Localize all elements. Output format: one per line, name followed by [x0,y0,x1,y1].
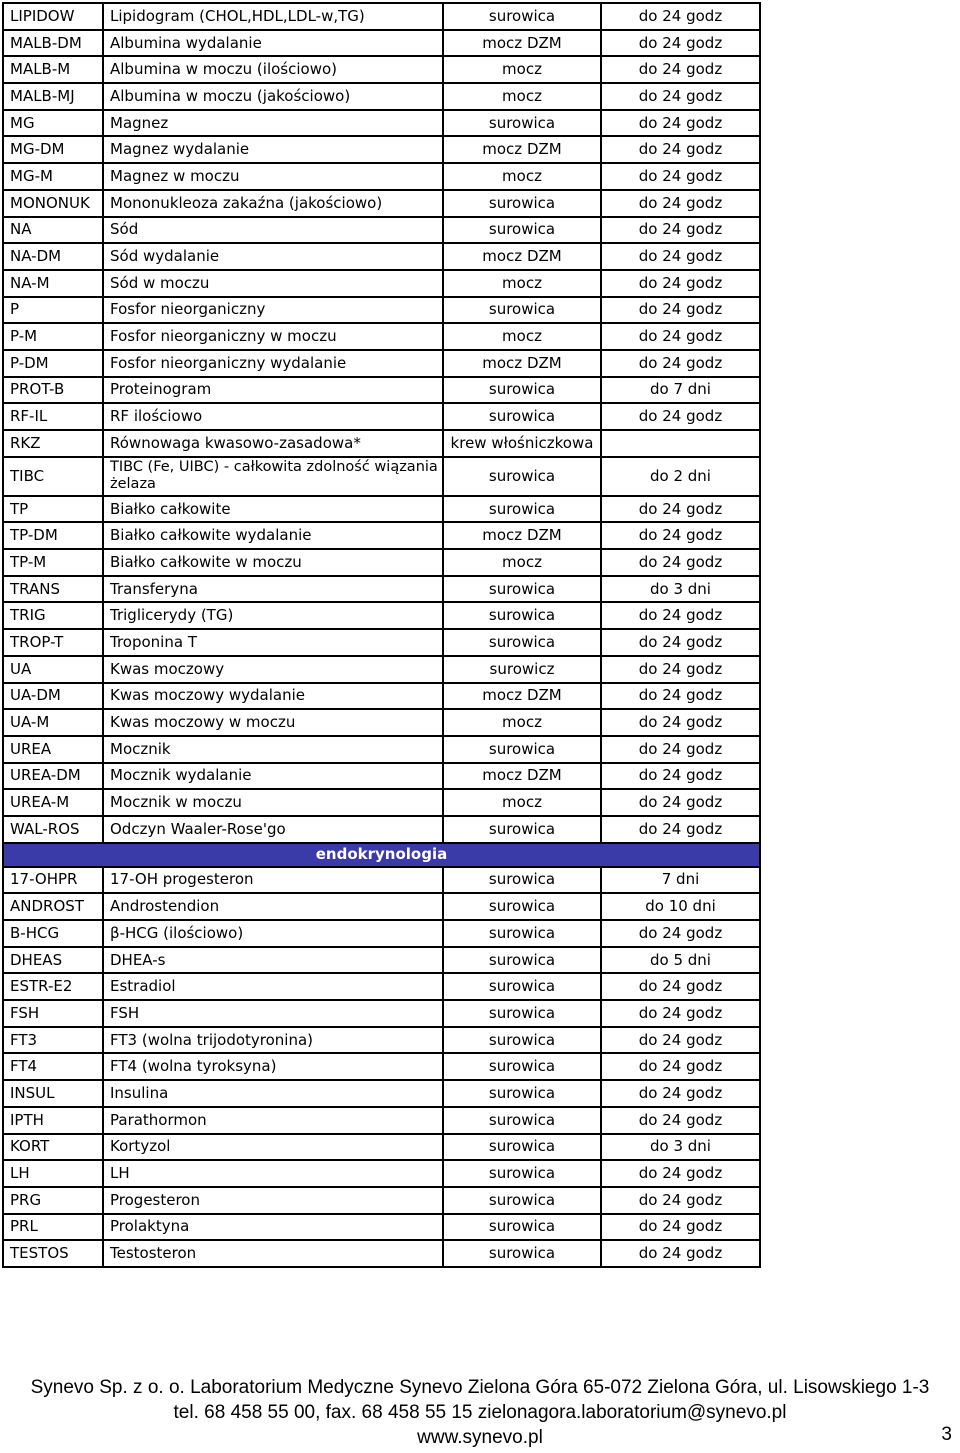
table-row [3,1080,760,1107]
table-row [3,947,760,974]
test-code-cell: UA-DM [3,683,103,710]
specimen-cell: surowica [443,110,601,137]
table-row [3,549,760,576]
table-row [3,136,760,163]
turnaround-time-cell: do 24 godz [601,270,760,297]
specimen-cell: surowica [443,1027,601,1054]
turnaround-time-cell: do 24 godz [601,602,760,629]
section-header-row [3,843,760,867]
specimen-cell: surowica [443,377,601,404]
turnaround-time-cell: do 24 godz [601,1000,760,1027]
section-title: endokrynologia [3,843,760,867]
specimen-cell: mocz [443,549,601,576]
table-row [3,867,760,894]
table-row [3,243,760,270]
test-name-cell: Fosfor nieorganiczny [103,297,443,324]
specimen-cell: mocz [443,789,601,816]
turnaround-time-cell: do 24 godz [601,350,760,377]
table-row [3,1000,760,1027]
table-row [3,683,760,710]
turnaround-time-cell: do 24 godz [601,83,760,110]
test-name-cell: Albumina wydalanie [103,30,443,57]
turnaround-time-cell: do 3 dni [601,1134,760,1161]
turnaround-time-cell: do 24 godz [601,709,760,736]
test-name-cell: Androstendion [103,893,443,920]
test-code-cell: TRIG [3,602,103,629]
test-code-cell: PROT-B [3,377,103,404]
turnaround-time-cell: do 24 godz [601,30,760,57]
test-code-cell: FT4 [3,1053,103,1080]
test-code-cell: TIBC [3,457,103,496]
specimen-cell: mocz DZM [443,136,601,163]
table-row [3,496,760,523]
table-row [3,816,760,843]
table-row [3,163,760,190]
test-code-cell: MALB-M [3,56,103,83]
turnaround-time-cell: do 24 godz [601,522,760,549]
test-name-cell: Insulina [103,1080,443,1107]
table-row [3,30,760,57]
turnaround-time-cell [601,430,760,457]
table-row [3,1160,760,1187]
table-row [3,1214,760,1241]
table-row [3,457,760,496]
specimen-cell: surowica [443,867,601,894]
turnaround-time-cell: do 5 dni [601,947,760,974]
turnaround-time-cell: do 24 godz [601,163,760,190]
test-name-cell: Proteinogram [103,377,443,404]
test-code-cell: TESTOS [3,1240,103,1267]
turnaround-time-cell: do 24 godz [601,1160,760,1187]
turnaround-time-cell: do 24 godz [601,110,760,137]
test-name-cell: LH [103,1160,443,1187]
table-row [3,297,760,324]
footer-address: Synevo Sp. z o. o. Laboratorium Medyczne Synevo Zielona Góra 65-072 Zielona Góra, ul. Lisowskiego 1-3 [30,1377,930,1398]
test-code-cell: MG [3,110,103,137]
specimen-cell: surowica [443,1053,601,1080]
test-code-cell: MG-DM [3,136,103,163]
specimen-cell: surowica [443,973,601,1000]
test-code-cell: NA-M [3,270,103,297]
specimen-cell: surowica [443,3,601,30]
table-row [3,323,760,350]
specimen-cell: surowica [443,217,601,244]
specimen-cell: krew włośniczkowa [443,430,601,457]
test-code-cell: P-DM [3,350,103,377]
test-code-cell: TROP-T [3,629,103,656]
turnaround-time-cell: 7 dni [601,867,760,894]
page-number: 3 [941,1424,952,1445]
specimen-cell: mocz [443,56,601,83]
specimen-cell: mocz DZM [443,683,601,710]
test-name-cell: Magnez wydalanie [103,136,443,163]
test-code-cell: MONONUK [3,190,103,217]
table-row [3,377,760,404]
test-name-cell: Mocznik w moczu [103,789,443,816]
test-name-cell: Parathormon [103,1107,443,1134]
specimen-cell: surowica [443,403,601,430]
test-name-cell: FT4 (wolna tyroksyna) [103,1053,443,1080]
turnaround-time-cell: do 10 dni [601,893,760,920]
specimen-cell: surowica [443,457,601,496]
turnaround-time-cell: do 24 godz [601,217,760,244]
specimen-cell: surowica [443,629,601,656]
table-row [3,3,760,30]
specimen-cell: surowica [443,297,601,324]
test-name-cell: Progesteron [103,1187,443,1214]
turnaround-time-cell: do 24 godz [601,549,760,576]
turnaround-time-cell: do 24 godz [601,403,760,430]
turnaround-time-cell: do 24 godz [601,3,760,30]
test-name-cell: Troponina T [103,629,443,656]
test-code-cell: MALB-DM [3,30,103,57]
table-row [3,763,760,790]
specimen-cell: surowica [443,1160,601,1187]
specimen-cell: surowica [443,893,601,920]
table-row [3,350,760,377]
footer-website: www.synevo.pl [417,1427,543,1448]
test-name-cell: Sód wydalanie [103,243,443,270]
test-name-cell: Magnez [103,110,443,137]
turnaround-time-cell: do 24 godz [601,629,760,656]
specimen-cell: mocz [443,709,601,736]
table-row [3,56,760,83]
test-code-cell: NA-DM [3,243,103,270]
turnaround-time-cell: do 24 godz [601,683,760,710]
test-name-cell: DHEA-s [103,947,443,974]
test-code-cell: P [3,297,103,324]
specimen-cell: surowica [443,1080,601,1107]
test-code-cell: KORT [3,1134,103,1161]
test-name-cell: Albumina w moczu (jakościowo) [103,83,443,110]
test-name-cell: Lipidogram (CHOL,HDL,LDL-w,TG) [103,3,443,30]
table-row [3,1053,760,1080]
test-code-cell: TP-DM [3,522,103,549]
test-code-cell: TRANS [3,576,103,603]
specimen-cell: mocz [443,163,601,190]
test-code-cell: LH [3,1160,103,1187]
specimen-cell: mocz DZM [443,763,601,790]
table-row [3,709,760,736]
turnaround-time-cell: do 7 dni [601,377,760,404]
test-name-cell: FSH [103,1000,443,1027]
test-name-cell: β-HCG (ilościowo) [103,920,443,947]
test-code-cell: UA [3,656,103,683]
test-name-cell: Odczyn Waaler-Rose'go [103,816,443,843]
test-name-cell: Fosfor nieorganiczny wydalanie [103,350,443,377]
specimen-cell: mocz DZM [443,30,601,57]
turnaround-time-cell: do 24 godz [601,656,760,683]
test-name-cell: Białko całkowite wydalanie [103,522,443,549]
test-name-cell: Albumina w moczu (ilościowo) [103,56,443,83]
specimen-cell: mocz DZM [443,350,601,377]
table-row [3,430,760,457]
table-row [3,110,760,137]
footer-contact: tel. 68 458 55 00, fax. 68 458 55 15 zielonagora.laboratorium@synevo.pl [173,1402,787,1423]
test-name-cell: Kwas moczowy w moczu [103,709,443,736]
test-name-cell: Mononukleoza zakaźna (jakościowo) [103,190,443,217]
test-code-cell: PRG [3,1187,103,1214]
turnaround-time-cell: do 24 godz [601,323,760,350]
test-code-cell: UREA [3,736,103,763]
specimen-cell: surowica [443,1214,601,1241]
specimen-cell: surowica [443,602,601,629]
specimen-cell: surowica [443,1187,601,1214]
table-row [3,893,760,920]
turnaround-time-cell: do 3 dni [601,576,760,603]
table-row [3,403,760,430]
specimen-cell: surowica [443,947,601,974]
specimen-cell: surowica [443,1107,601,1134]
specimen-cell: surowica [443,816,601,843]
specimen-cell: surowica [443,736,601,763]
turnaround-time-cell: do 24 godz [601,789,760,816]
turnaround-time-cell: do 24 godz [601,816,760,843]
specimen-cell: surowica [443,1000,601,1027]
test-name-cell: Mocznik wydalanie [103,763,443,790]
test-code-cell: ANDROST [3,893,103,920]
table-row [3,522,760,549]
test-code-cell: RKZ [3,430,103,457]
test-name-cell: TIBC (Fe, UIBC) - całkowita zdolność wiązania żelaza [103,457,443,496]
test-code-cell: UREA-DM [3,763,103,790]
table-row [3,656,760,683]
turnaround-time-cell: do 24 godz [601,1027,760,1054]
lab-tests-table [2,2,761,1268]
table-row [3,1107,760,1134]
test-code-cell: IPTH [3,1107,103,1134]
test-code-cell: B-HCG [3,920,103,947]
specimen-cell: mocz [443,270,601,297]
test-name-cell: Sód w moczu [103,270,443,297]
turnaround-time-cell: do 24 godz [601,1214,760,1241]
test-name-cell: Triglicerydy (TG) [103,602,443,629]
turnaround-time-cell: do 24 godz [601,1080,760,1107]
test-name-cell: Kwas moczowy wydalanie [103,683,443,710]
test-name-cell: Fosfor nieorganiczny w moczu [103,323,443,350]
test-name-cell: Równowaga kwasowo-zasadowa* [103,430,443,457]
turnaround-time-cell: do 24 godz [601,1107,760,1134]
turnaround-time-cell: do 24 godz [601,243,760,270]
table-row [3,736,760,763]
test-name-cell: Mocznik [103,736,443,763]
test-name-cell: Białko całkowite w moczu [103,549,443,576]
test-code-cell: P-M [3,323,103,350]
test-code-cell: TP-M [3,549,103,576]
test-code-cell: UA-M [3,709,103,736]
specimen-cell: surowicz [443,656,601,683]
test-code-cell: INSUL [3,1080,103,1107]
test-code-cell: NA [3,217,103,244]
turnaround-time-cell: do 24 godz [601,1053,760,1080]
table-row [3,973,760,1000]
table-row [3,1027,760,1054]
turnaround-time-cell: do 2 dni [601,457,760,496]
test-name-cell: Transferyna [103,576,443,603]
table-row [3,602,760,629]
specimen-cell: surowica [443,1240,601,1267]
specimen-cell: mocz DZM [443,243,601,270]
table-row [3,1134,760,1161]
table-row [3,1240,760,1267]
test-code-cell: RF-IL [3,403,103,430]
turnaround-time-cell: do 24 godz [601,136,760,163]
test-code-cell: MG-M [3,163,103,190]
table-row [3,1187,760,1214]
test-code-cell: ESTR-E2 [3,973,103,1000]
table-row [3,83,760,110]
table-row [3,789,760,816]
specimen-cell: mocz DZM [443,522,601,549]
test-name-cell: FT3 (wolna trijodotyronina) [103,1027,443,1054]
table-row [3,576,760,603]
specimen-cell: surowica [443,1134,601,1161]
test-name-cell: Kortyzol [103,1134,443,1161]
specimen-cell: surowica [443,496,601,523]
test-code-cell: LIPIDOW [3,3,103,30]
test-code-cell: 17-OHPR [3,867,103,894]
table-row [3,920,760,947]
turnaround-time-cell: do 24 godz [601,56,760,83]
turnaround-time-cell: do 24 godz [601,973,760,1000]
test-code-cell: FSH [3,1000,103,1027]
test-name-cell: Magnez w moczu [103,163,443,190]
specimen-cell: surowica [443,190,601,217]
test-code-cell: PRL [3,1214,103,1241]
test-name-cell: Sód [103,217,443,244]
table-row [3,190,760,217]
test-code-cell: UREA-M [3,789,103,816]
test-code-cell: WAL-ROS [3,816,103,843]
turnaround-time-cell: do 24 godz [601,190,760,217]
test-name-cell: Białko całkowite [103,496,443,523]
turnaround-time-cell: do 24 godz [601,297,760,324]
table-row [3,217,760,244]
specimen-cell: mocz [443,83,601,110]
test-code-cell: FT3 [3,1027,103,1054]
specimen-cell: surowica [443,920,601,947]
turnaround-time-cell: do 24 godz [601,736,760,763]
turnaround-time-cell: do 24 godz [601,920,760,947]
test-name-cell: Testosteron [103,1240,443,1267]
test-name-cell: Prolaktyna [103,1214,443,1241]
test-name-cell: Estradiol [103,973,443,1000]
test-code-cell: DHEAS [3,947,103,974]
test-name-cell: 17-OH progesteron [103,867,443,894]
turnaround-time-cell: do 24 godz [601,1240,760,1267]
specimen-cell: surowica [443,576,601,603]
turnaround-time-cell: do 24 godz [601,1187,760,1214]
test-code-cell: TP [3,496,103,523]
test-code-cell: MALB-MJ [3,83,103,110]
specimen-cell: mocz [443,323,601,350]
table-row [3,270,760,297]
test-name-cell: Kwas moczowy [103,656,443,683]
test-name-cell: RF ilościowo [103,403,443,430]
turnaround-time-cell: do 24 godz [601,763,760,790]
table-row [3,629,760,656]
turnaround-time-cell: do 24 godz [601,496,760,523]
